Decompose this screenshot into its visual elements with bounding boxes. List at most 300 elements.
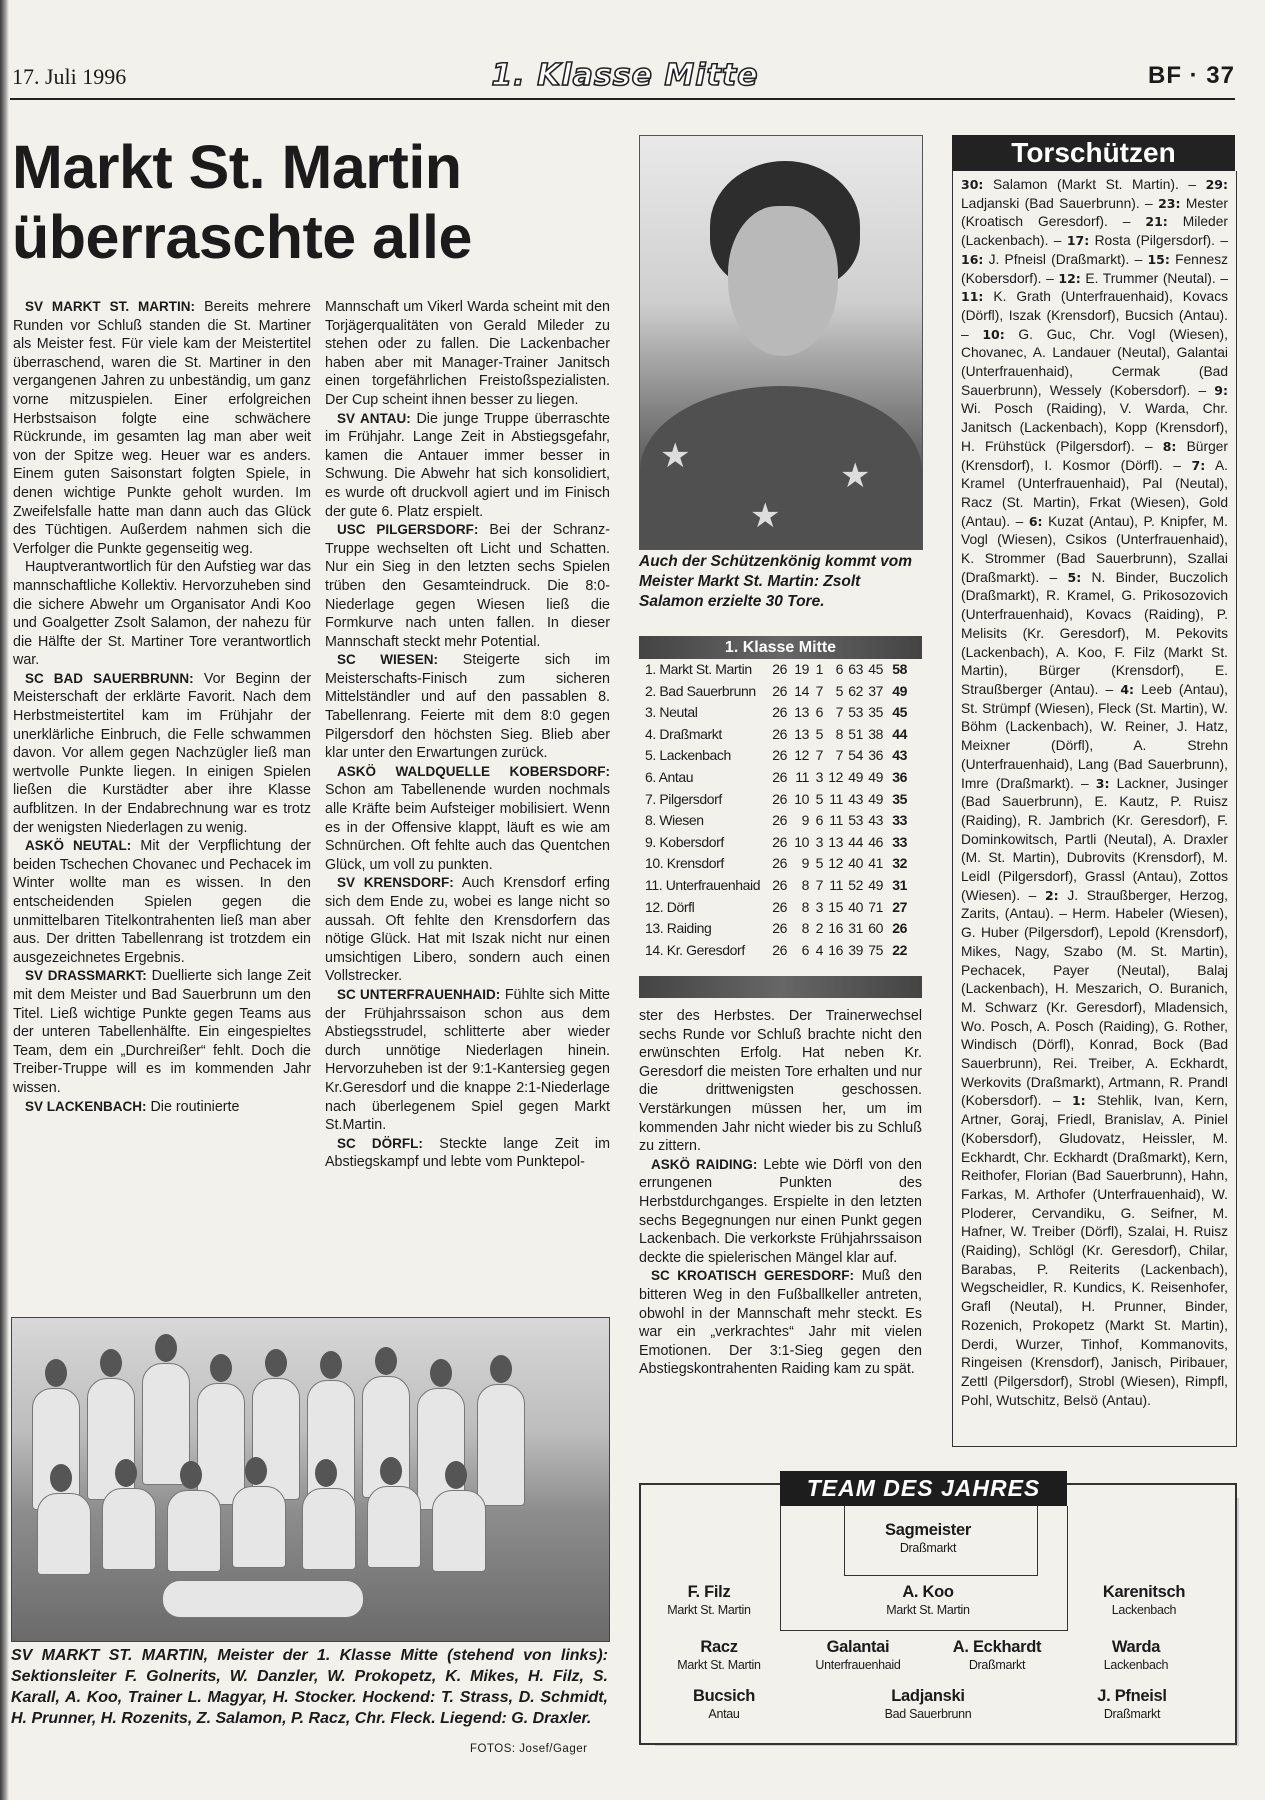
player-club: Markt St. Martin <box>886 1603 970 1617</box>
player-head <box>445 1461 467 1489</box>
cell-lost: 11 <box>829 790 843 807</box>
cell-played: 26 <box>772 747 787 764</box>
cell-rank-team: 2. Bad Sauerbrunn <box>645 682 756 699</box>
table-row <box>639 940 922 962</box>
league-table-body <box>639 659 922 961</box>
cell-drawn: 4 <box>815 941 823 958</box>
cell-goals-for: 43 <box>848 790 863 807</box>
cell-goals-for: 63 <box>848 661 863 677</box>
cell-won: 9 <box>801 812 809 829</box>
scorer-names: E. Trummer (Neutal). – <box>1080 270 1228 286</box>
scan-edge <box>0 0 9 1800</box>
scorer-entry <box>1067 233 1228 248</box>
cell-won: 12 <box>794 747 809 764</box>
cell-rank-team: 7. Pilgersdorf <box>645 790 722 807</box>
scorer-names: Leeb (Antau), St. Strümpf (Wiesen), Fleck (St. Martin), W. Böhm (Lackenbach), W. Reiner, J. Hatz, Meixner (Dörfl), A. Strehn (Unterfrauenhaid), Lang (Bad Sauerbrunn), Imre (Draßmarkt). – <box>961 681 1228 791</box>
cell-goals-against: 60 <box>868 920 883 937</box>
article-paragraph <box>325 521 610 651</box>
cell-played: 26 <box>772 682 787 699</box>
team-label: SV ANTAU: <box>337 410 411 426</box>
table-row <box>639 659 922 681</box>
cell-played: 26 <box>772 812 787 829</box>
cell-points: 32 <box>892 855 907 872</box>
cell-points: 22 <box>892 941 907 958</box>
paragraph-text: ster des Herbstes. Der Trainerwechsel sechs Runde vor Schluß brachte nicht den erwünschten Erfolg. Hat neben Kr. Geresdorf die meisten Tore erhalten und nur die drittwenigsten geschossen. Verstärkungen müssen her, um im kommenden Jahr nicht wieder bis zu Schluß zu zittern. <box>639 1008 922 1155</box>
scorer-entry <box>961 327 1228 398</box>
player-head <box>50 1464 72 1492</box>
photo-credit: FOTOS: Josef/Gager <box>470 1743 588 1755</box>
cell-rank-team: 11. Unterfrauenhaid <box>645 876 761 893</box>
article-paragraph <box>13 967 311 1097</box>
goal-count: 29: <box>1205 177 1228 192</box>
article-column-2 <box>325 298 610 1298</box>
scorer-names: Stehlik, Ivan, Kern, Artner, Goraj, Friedl, Branislav, A. Piniel (Kobersdorf), Gludovatz, Heissler, M. Eckhardt, Chr. Eckhardt (Draßmarkt), Kern, Reithofer, Florian (Bad Sauerbrunn), Hahn, Farkas, M. Arthofer (Unterfrauenhaid), W. Ploderer, Cervandiku, G. Seifner, M. Hafner, W. Treiber (Dörfl), Szalai, H. Ruisz (Raiding), Schlögl (Kr. Geresdorf), Chilar, Barabas, P. Reiterits (Lackenbach), Wegscheidler, R. Kundics, K. Reisenhofer, Grafl (Neutal), H. Prunner, Binder, Rozenich, Prokopetz (Markt St. Martin), Derdi, Wurzer, Tinhof, Kommanovits, Ringeisen (Krensdorf), Janisch, Piribauer, Zettl (Pilgersdorf), Strobl (Wiesen), Rimpfl, Pohl, Wutschitz, Belsö (Antau). <box>961 1093 1228 1408</box>
player-club: Markt St. Martin <box>667 1603 751 1617</box>
player-name: Sagmeister <box>885 1521 971 1539</box>
team-label: ASKÖ RAIDING: <box>651 1156 758 1172</box>
table-row <box>639 853 922 875</box>
player-head <box>315 1459 337 1487</box>
cell-played: 26 <box>772 790 787 807</box>
player-head <box>115 1459 137 1487</box>
paragraph-text: Steigerte sich im Meisterschafts-Finisch zum sicheren Mittelständler und auf den passablen 8. Tabellenrang. Feierte mit dem 8:0 gegen Pilgersdorf den höchsten Sieg. Blieb aber klar unter den Erwartungen zurück. <box>325 652 610 762</box>
cell-goals-for: 40 <box>848 898 863 915</box>
paragraph-text: Lebte wie Dörfl von den errungenen Punkten des Herbstdurchganges. Erspielte in den letzten sechs Begegnungen nur einen Punkt gegen Lackenbach. Die verkorkste Frühjahrssaison deckte die spielerischen Mängel klar auf. <box>639 1156 922 1266</box>
scorer-entry <box>961 177 1206 192</box>
cell-goals-for: 51 <box>848 725 863 742</box>
cell-played: 26 <box>772 725 787 742</box>
cell-won: 13 <box>794 725 809 742</box>
cell-rank-team: 3. Neutal <box>645 704 698 721</box>
cell-drawn: 3 <box>815 898 823 915</box>
table-row <box>639 918 922 940</box>
goal-count: 5: <box>1067 569 1082 585</box>
cell-rank-team: 14. Kr. Geresdorf <box>645 941 745 958</box>
team-player <box>853 1521 1003 1556</box>
paragraph-text: Fühlte sich Mitte der Frühjahrssaison schon aus dem Abstiegsstrudel, schlitterte aber wieder durch unnötige Niederlagen hinein. Hervorzuheben ist der 9:1-Kantersieg gegen Kr.Geresdorf und die knappe 2:1-Niederlage nach überlegenem Spiel gegen Markt St.Martin. <box>325 986 610 1134</box>
kneeling-player-figure <box>367 1486 421 1568</box>
scorer-names: Salamon (Markt St. Martin). – <box>983 177 1206 192</box>
cell-points: 44 <box>892 725 907 742</box>
article-paragraph <box>325 763 610 875</box>
paragraph-text: Bei der Schranz-Truppe wechselten oft Licht und Schatten. Nur ein Sieg in den letzten sechs Spielen trüben den Gesamteindruck. Die 8:0-Niederlage gegen Wiesen ließ die Formkurve nach unten fallen. In dieser Mannschaft steckt mehr Potential. <box>325 522 610 650</box>
article-paragraph <box>639 1267 922 1379</box>
cell-won: 6 <box>801 941 809 958</box>
goal-count: 12: <box>1058 270 1081 286</box>
player-name: Bucsich <box>692 1687 756 1705</box>
cell-drawn: 5 <box>815 790 823 807</box>
cell-drawn: 3 <box>815 833 823 850</box>
table-footer-bar <box>639 976 922 998</box>
player-club: Markt St. Martin <box>677 1658 761 1672</box>
article-paragraph <box>325 874 610 986</box>
goal-count: 6: <box>1028 513 1043 529</box>
table-row <box>639 681 922 703</box>
player-club: Unterfrauenhaid <box>815 1658 901 1672</box>
cell-goals-against: 35 <box>868 704 883 721</box>
player-name: Ladjanski <box>891 1687 965 1705</box>
cell-won: 14 <box>794 682 809 699</box>
player-club: Lackenbach <box>1111 1603 1177 1617</box>
cell-goals-for: 52 <box>848 876 863 893</box>
cell-won: 10 <box>794 833 809 850</box>
team-label: SC BAD SAUERBRUNN: <box>25 670 194 686</box>
player-club: Draßmarkt <box>1103 1707 1161 1721</box>
goal-count: 16: <box>961 251 984 267</box>
team-player <box>644 1638 794 1673</box>
cell-goals-for: 40 <box>848 855 863 872</box>
article-paragraph <box>325 986 610 1135</box>
star-icon: ★ <box>750 497 781 535</box>
goal-count: 7: <box>1191 457 1206 473</box>
article-paragraph <box>13 298 311 558</box>
cell-rank-team: 10. Krensdorf <box>645 855 724 872</box>
scorer-names: Kuzat (Antau), P. Knipfer, M. Vogl (Wiesen), Csikos (Unterfrauenhaid), K. Strommer (Bad Sauerbrunn), Szallai (Draßmarkt). – <box>961 513 1228 585</box>
scorer-names: G. Guc, Chr. Vogl (Wiesen), Chovanec, A. Landauer (Neutal), Galantai (Unterfrauenhaid), Cermak (Bad Sauerbrunn), Wessely (Kobersdorf). – <box>961 326 1228 398</box>
kneeling-player-figure <box>167 1490 221 1572</box>
player-head <box>245 1457 267 1485</box>
cell-goals-for: 62 <box>848 682 863 699</box>
player-head <box>265 1349 287 1377</box>
cell-drawn: 7 <box>815 682 823 699</box>
cell-won: 8 <box>801 876 809 893</box>
paragraph-text: Die routinierte <box>146 1098 240 1115</box>
team-label: SV DRASSMARKT: <box>25 968 147 984</box>
player-head <box>490 1355 512 1383</box>
player-club: Lackenbach <box>1103 1658 1169 1672</box>
scorers-title: Torschützen <box>952 135 1235 171</box>
page-number: BF · 37 <box>1147 62 1235 89</box>
scorer-names: Fennesz (Kobersdorf). – <box>961 251 1228 286</box>
cell-rank-team: 13. Raiding <box>645 920 712 937</box>
scorer-names: Ladjanski (Bad Sauerbrunn). – <box>961 195 1159 211</box>
player-head <box>430 1359 452 1387</box>
cell-lost: 16 <box>828 920 843 937</box>
scorer-names: Lackner, Jusinger (Bad Sauerbrunn), E. Kautz, P. Ruisz (Raiding), R. Jambrich (Kr. Geresdorf), F. Dominkowitsch, Partli (Neutal), A. Draxler (M. St. Martin), Dubrovits (Krensdorf), M. Leidl (Pilgersdorf), Grassl (Antau), Zottos (Wiesen). – <box>961 775 1228 903</box>
scorer-names: Mileder (Lackenbach). – <box>961 214 1228 249</box>
article-paragraph <box>639 1007 922 1156</box>
cell-goals-against: 43 <box>868 812 883 829</box>
team-player <box>1069 1583 1219 1618</box>
cell-played: 26 <box>772 855 787 872</box>
league-table-title: 1. Klasse Mitte <box>639 636 922 659</box>
cell-drawn: 6 <box>815 704 823 721</box>
cell-points: 26 <box>892 920 907 937</box>
team-label: SC WIESEN: <box>337 652 439 668</box>
cell-won: 9 <box>801 855 809 872</box>
cell-lost: 12 <box>828 855 843 872</box>
player-name: Karenitsch <box>1102 1583 1186 1601</box>
cell-goals-for: 31 <box>848 920 863 937</box>
scorer-names: J. Straußberger, Herzog, Zarits, (Antau). – Herm. Habeler (Wiesen), G. Huber (Pilgersdorf), Lepold (Krensdorf), Mikes, Nagy, Szabo (M. St. Martin), Pechacek, Payer (Neutal), Balaj (Lackenbach), H. Meszarich, O. Buranich, M. Schwarz (Kr. Geresdorf), Mladensich, Wo. Posch, A. Posch (Raiding), G. Rother, Windisch (Dörfl), Konrad, Bock (Bad Sauerbrunn), Rei. Treiber, A. Eckhardt, Werkovits (Draßmarkt), Artmann, R. Prandl (Kobersdorf). – <box>961 887 1228 1109</box>
team-player <box>1061 1638 1211 1673</box>
cell-points: 31 <box>892 876 907 893</box>
photo-face <box>728 206 838 356</box>
scorer-names: Mester (Kroatisch Geresdorf). – <box>961 195 1228 230</box>
article-paragraph <box>325 410 610 522</box>
table-row <box>639 767 922 789</box>
player-club: Bad Sauerbrunn <box>884 1707 972 1721</box>
team-photo-caption: SV MARKT ST. MARTIN, Meister der 1. Klasse Mitte (stehend von links): Sektionsleiter F. Golnerits, W. Danzler, W. Prokopetz, K. Mikes, H. Filz, S. Karall, A. Koo, Trainer L. Magyar, H. Stocker. Hockend: T. Strass, D. Schmidt, H. Prunner, H. Rozenits, Z. Salamon, P. Racz, Chr. Fleck. Liegend: G. Draxler. <box>11 1647 608 1727</box>
team-player <box>783 1638 933 1673</box>
cell-lost: 11 <box>829 812 843 829</box>
goal-count: 17: <box>1066 233 1090 249</box>
portrait-caption: Auch der Schützenkönig kommt vom Meister Markt St. Martin: Zsolt Salamon erzielte 30 Tore. <box>639 553 913 610</box>
player-name: Galantai <box>826 1638 890 1656</box>
cell-lost: 11 <box>829 876 843 893</box>
standing-player-figure <box>477 1384 525 1506</box>
cell-played: 26 <box>772 661 787 677</box>
player-head <box>380 1457 402 1485</box>
paragraph-text: Schon am Tabellenende wurden nochmals alle Kräfte beim Aufsteiger mobilisiert. Wenn es in der Offensive klappt, läuft es wie am Schnürchen. Oft fehlte auch das Quentchen Glück, um voll zu punkten. <box>325 782 610 873</box>
team-label: SV KRENSDORF: <box>337 875 454 891</box>
team-player <box>634 1583 784 1618</box>
team-label: SC UNTERFRAUENHAID: <box>337 986 501 1002</box>
standing-player-figure <box>32 1388 80 1510</box>
scorer-names: N. Binder, Buczolich (Draßmarkt), R. Kramel, G. Prikosozovich (Unterfrauenhaid), Kovacs (Raiding), P. Melisits (Kr. Geresdorf), M. Pekovits (Lackenbach), A. Koo, F. Filz (Markt St. Martin), Bürger (Krensdorf), E. Straußberger (Antau). – <box>961 569 1228 697</box>
player-name: Racz <box>700 1638 738 1656</box>
cell-won: 13 <box>794 704 809 721</box>
team-label: SC KROATISCH GERESDORF: <box>651 1268 855 1284</box>
headline <box>12 132 612 272</box>
cell-won: 11 <box>795 768 809 785</box>
table-row <box>639 702 922 724</box>
scorer-names: K. Grath (Unterfrauenhaid), Kovacs (Dörfl), Iszak (Krensdorf), Bucsich (Antau). – <box>961 289 1228 342</box>
team-label: ASKÖ WALDQUELLE KOBERSDORF: <box>337 763 610 779</box>
cell-rank-team: 8. Wiesen <box>645 812 704 829</box>
player-name: A. Eckhardt <box>952 1638 1042 1656</box>
scorer-entry <box>961 682 1228 791</box>
cell-won: 8 <box>801 898 809 915</box>
paragraph-text: Muß den bitteren Weg in den Fußballkeller antreten, obwohl in der Mannschaft mehr steckt. Es war ein „verkrachtes“ Jahr mit vielen Emotionen. Der 3:1-Sieg gegen den Abstiegskontrahenten Raiding kam zu spät. <box>639 1268 922 1378</box>
paragraph-text: Hauptverantwortlich für den Aufstieg war das mannschaftliche Kollektiv. Hervorzuheben sind die sichere Abwehr um Organisator Andi Koo und Goalgetter Zsolt Salamon, der nahezu für die Hälfte der St. Martiner Tore verantwortlich war. <box>13 559 311 669</box>
goal-count: 15: <box>1147 251 1170 267</box>
goal-count: 21: <box>1145 214 1168 230</box>
player-head <box>45 1359 67 1387</box>
cell-played: 26 <box>772 920 787 937</box>
cell-goals-for: 53 <box>848 812 863 829</box>
scorers-list <box>952 171 1237 1447</box>
player-head <box>180 1461 202 1489</box>
cell-drawn: 6 <box>815 812 823 829</box>
paragraph-text: Auch Krensdorf erfing sich dem Ende zu, wobei es lange nicht so aussah. Oft fehlte den Krensdorfern das nötige Glück. Hat mit Iszak nicht nur einen umsichtigen Libero, sondern auch einen Vollstrecker. <box>325 875 610 985</box>
cell-won: 19 <box>794 661 809 677</box>
paragraph-text: Vor Beginn der Meisterschaft der erklärte Favorit. Nach dem Herbstmeistertitel kam im Frühjahr der unerklärliche Einbruch, die Felle schwammen davon. Vor allem gegen Nachzügler ließ man wertvolle Punkte liegen. In einigen Spielen ließen die Kurstädter aber ihre Klasse aufblitzen. In der Endabrechnung war es trotz der wenigsten Niederlagen zu wenig. <box>13 670 311 836</box>
table-row <box>639 745 922 767</box>
scorer-entry <box>961 252 1147 267</box>
scorer-entry <box>961 888 1228 1109</box>
goal-count: 2: <box>1044 887 1059 903</box>
team-player <box>853 1583 1003 1618</box>
player-name: Warda <box>1111 1638 1161 1656</box>
cell-lost: 13 <box>828 833 843 850</box>
standing-player-figure <box>197 1383 245 1505</box>
scorer-names: A. Kramel (Unterfrauenhaid), Pal (Neutal), Racz (St. Martin), Frkat (Wiesen), Gold (Antau). – <box>961 457 1229 529</box>
team-player <box>922 1638 1072 1673</box>
cell-drawn: 5 <box>815 725 823 742</box>
table-row <box>639 810 922 832</box>
article-paragraph <box>325 651 610 763</box>
paragraph-text: Mannschaft um Vikerl Warda scheint mit den Torjägerqualitäten von Gerald Mileder zu stehen oder zu fallen. Die Lackenbacher haben aber mit Manager-Trainer Janitsch einen torgefährlichen Freistoßspezialisten. Der Cup scheint ihnen besser zu liegen. <box>325 299 610 408</box>
article-column-1 <box>13 298 311 1298</box>
issue-date: 17. Juli 1996 <box>12 64 127 89</box>
table-row <box>639 724 922 746</box>
player-club: Draßmarkt <box>899 1541 957 1555</box>
cell-points: 27 <box>892 898 907 915</box>
cell-goals-against: 45 <box>868 661 883 677</box>
article-paragraph <box>639 1156 922 1268</box>
cell-goals-against: 75 <box>868 941 883 958</box>
cell-goals-for: 53 <box>848 704 863 721</box>
cell-played: 26 <box>772 833 787 850</box>
cell-goals-against: 41 <box>868 855 883 872</box>
team-of-year-title: TEAM DES JAHRES <box>780 1471 1067 1506</box>
goal-count: 30: <box>961 177 984 192</box>
goal-count: 11: <box>961 289 984 305</box>
team-label: SV MARKT ST. MARTIN: <box>25 299 195 314</box>
paragraph-text: Steckte lange Zeit im Abstiegskampf und lebte vom Punktepol- <box>325 1135 610 1171</box>
cell-rank-team: 1. Markt St. Martin <box>645 661 752 677</box>
player-club: Draßmarkt <box>968 1658 1026 1672</box>
cell-won: 8 <box>801 920 809 937</box>
cell-rank-team: 4. Draßmarkt <box>645 725 722 742</box>
cell-points: 35 <box>892 790 907 807</box>
article-paragraph <box>13 670 311 837</box>
team-player <box>853 1687 1003 1722</box>
cell-points: 36 <box>892 768 907 785</box>
cell-played: 26 <box>772 704 787 721</box>
cell-lost: 8 <box>835 725 843 742</box>
kneeling-player-figure <box>302 1488 356 1570</box>
goal-count: 8: <box>1162 438 1177 454</box>
table-row <box>639 875 922 897</box>
cell-rank-team: 5. Lackenbach <box>645 747 731 764</box>
article-paragraph <box>325 298 610 410</box>
star-icon: ★ <box>840 457 871 495</box>
table-row <box>639 897 922 919</box>
player-head <box>100 1349 122 1377</box>
headline-line-1: Markt St. Martin <box>12 133 462 201</box>
cell-points: 33 <box>892 812 907 829</box>
scorer-names: Wi. Posch (Raiding), V. Warda, Chr. Janitsch (Lackenbach), Kopp (Krensdorf), H. Frühstück (Pilgersdorf). – <box>961 401 1228 454</box>
cell-drawn: 2 <box>815 920 823 937</box>
cell-rank-team: 6. Antau <box>645 768 694 785</box>
article-column-3 <box>639 1007 922 1462</box>
cell-drawn: 5 <box>815 855 823 872</box>
kneeling-player-figure <box>232 1486 286 1568</box>
cell-drawn: 7 <box>815 876 823 893</box>
scorer-entry <box>961 570 1228 697</box>
scorer-names: J. Pfneisl (Draßmarkt). – <box>983 251 1148 267</box>
cell-drawn: 1 <box>815 661 823 677</box>
cell-goals-against: 46 <box>868 833 883 850</box>
cell-drawn: 7 <box>815 747 823 764</box>
cell-rank-team: 9. Kobersdorf <box>645 833 724 850</box>
paragraph-text: Duellierte sich lange Zeit mit dem Meister und Bad Sauerbrunn um den Titel. Ließ wichtige Punkte gegen Teams aus der unteren Tabellenhälfte. Ein eingespieltes Team, dem ein „Durchreißer“ fehlt. Doch die Treiber-Truppe will es im kommenden Jahr wissen. <box>13 968 311 1096</box>
league-table <box>639 636 922 961</box>
player-head <box>155 1334 177 1362</box>
cell-played: 26 <box>772 768 787 785</box>
cell-points: 45 <box>892 704 907 721</box>
cell-goals-for: 39 <box>848 941 863 958</box>
scorer-names: Rosta (Pilgersdorf). – <box>1089 233 1228 249</box>
cell-goals-for: 49 <box>848 768 863 785</box>
player-name: J. Pfneisl <box>1097 1687 1167 1705</box>
cell-goals-against: 37 <box>868 682 883 699</box>
kneeling-player-figure <box>102 1488 156 1570</box>
star-icon: ★ <box>660 437 691 475</box>
team-label: SC DÖRFL: <box>337 1135 423 1151</box>
cell-points: 58 <box>892 661 907 677</box>
cell-lost: 12 <box>828 768 843 785</box>
goal-count: 1: <box>1071 1093 1086 1109</box>
cell-played: 26 <box>772 876 787 893</box>
table-row <box>639 832 922 854</box>
cell-rank-team: 12. Dörfl <box>645 898 695 915</box>
player-name: A. Koo <box>902 1583 954 1601</box>
team-label: USC PILGERSDORF: <box>337 522 479 538</box>
cell-played: 26 <box>772 941 787 958</box>
player-head <box>375 1347 397 1375</box>
paragraph-text: Die junge Truppe überraschte im Frühjahr. Lange Zeit in Abstiegsgefahr, kamen die Antauer immer besser in Schwung. Die Abwehr hat sich konsolidiert, es wurde oft druckvoll agiert und im Finisch der gute 6. Platz erspielt. <box>325 410 610 520</box>
cell-goals-for: 44 <box>848 833 863 850</box>
header-rule <box>10 98 1235 100</box>
cell-lost: 16 <box>828 941 843 958</box>
goal-count: 9: <box>1214 382 1228 398</box>
cell-goals-against: 49 <box>868 876 883 893</box>
team-player <box>649 1687 799 1722</box>
team-photo <box>11 1317 610 1642</box>
cell-goals-against: 49 <box>868 790 883 807</box>
cell-lost: 6 <box>835 661 843 677</box>
article-paragraph <box>13 837 311 967</box>
goal-count: 23: <box>1158 195 1181 211</box>
scorer-entry <box>1058 271 1228 286</box>
scorer-entry <box>961 1093 1228 1407</box>
player-head <box>210 1354 232 1382</box>
scorer-entry <box>961 776 1228 903</box>
cell-goals-for: 54 <box>848 747 863 764</box>
cell-won: 10 <box>794 790 809 807</box>
cell-points: 33 <box>892 833 907 850</box>
section-title: 1. Klasse Mitte <box>491 58 759 93</box>
headline-line-2: überraschte alle <box>12 203 472 271</box>
cell-played: 26 <box>772 898 787 915</box>
lying-player-figure <box>162 1580 364 1618</box>
cell-drawn: 3 <box>815 768 823 785</box>
cell-goals-against: 38 <box>868 725 883 742</box>
kneeling-player-figure <box>37 1493 91 1575</box>
paragraph-text: Bereits mehrere Runden vor Schluß standen die St. Martiner als Meister fest. Für viele kam der Meistertitel überraschend, waren die St. Martiner in den vergangenen Jahren zu unbeständig, um ganz vorne mitzuspielen. Einer erfolgreichen Herbstsaison folgte eine schwächere Rückrunde, im gesamten lag man aber weit von der Spitze weg. Heuer war es anders. Einem guten Saisonstart folgten Spiele, in denen wichtige Punkte geholt wurden. Im Zweifelsfalle hatte man dann auch das Glück des Tüchtigen. Außerdem nahmen sich die Verfolger die Punkte gegenseitig weg. <box>13 299 311 557</box>
cell-points: 49 <box>892 682 907 699</box>
team-label: SV LACKENBACH: <box>25 1098 147 1114</box>
cell-goals-against: 49 <box>868 768 883 785</box>
article-paragraph <box>13 558 311 670</box>
player-head <box>320 1351 342 1379</box>
scorer-names: Bürger (Krensdorf), I. Kosmor (Dörfl). – <box>961 438 1229 473</box>
player-club: Antau <box>708 1707 740 1721</box>
cell-goals-against: 36 <box>868 747 883 764</box>
paragraph-text: Mit der Verpflichtung der beiden Tschechen Chovanec und Pechacek im Winter wollte man es wissen. In den entscheidenden Spielen gegen die unmittelbaren Titelkontrahenten ließ man aber aus. Der dritten Tabellenrang ist trotzdem ein ausgezeichnetes Ergebnis. <box>13 838 311 966</box>
player-name: F. Filz <box>687 1583 731 1601</box>
team-player <box>1057 1687 1207 1722</box>
cell-lost: 7 <box>835 704 843 721</box>
goal-count: 3: <box>1095 775 1110 791</box>
goal-count: 10: <box>982 326 1005 342</box>
cell-lost: 7 <box>835 747 843 764</box>
cell-lost: 15 <box>828 898 843 915</box>
cell-lost: 5 <box>835 682 843 699</box>
